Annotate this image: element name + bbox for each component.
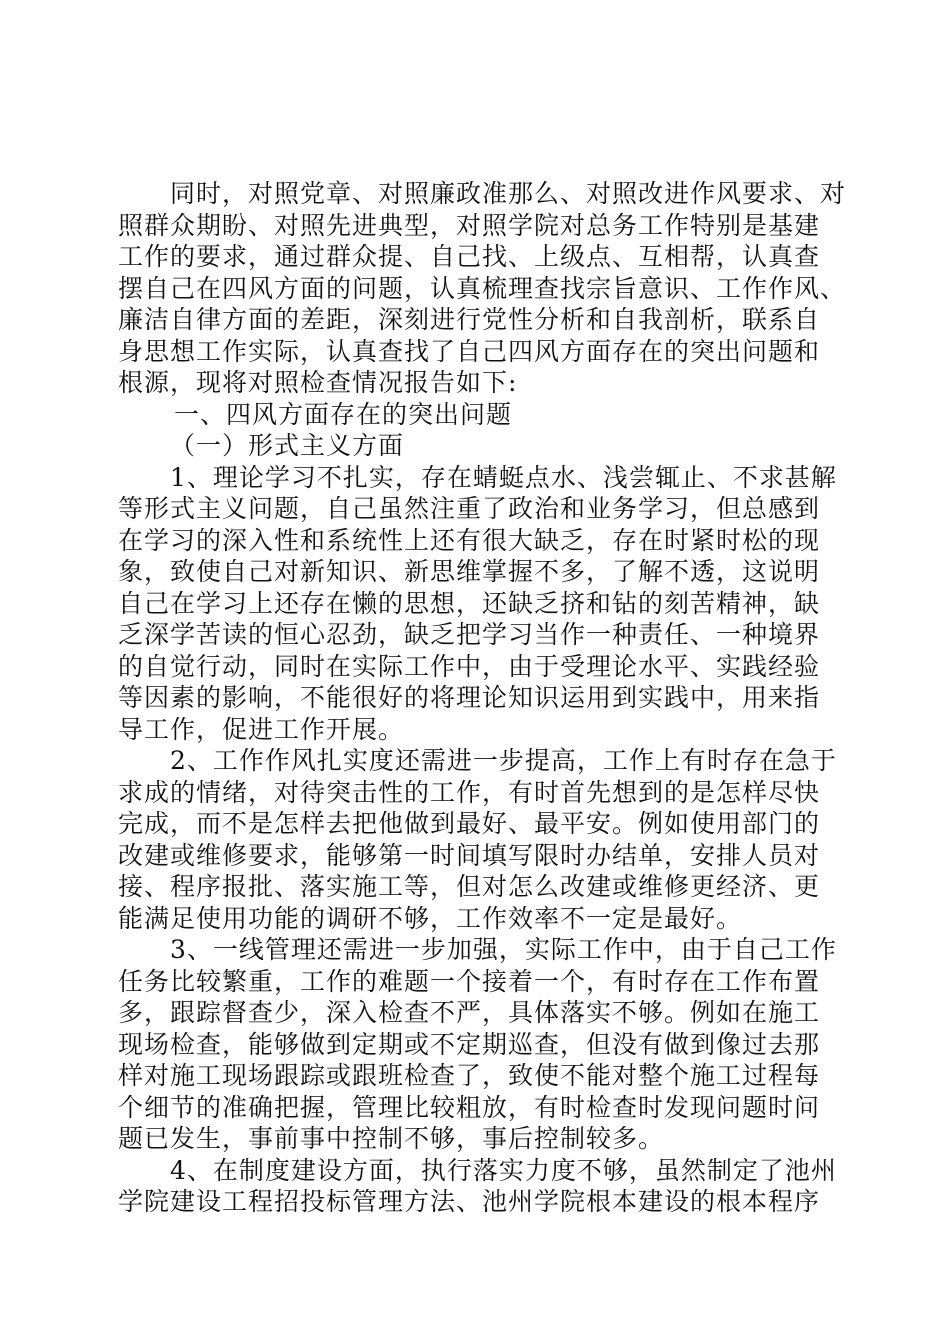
text-line: 改建或维修要求，能够第一时间填写限时办结单，安排人员对 bbox=[118, 840, 821, 870]
text-line: 在学习的深入性和系统性上还有很大缺乏，存在时紧时松的现 bbox=[118, 525, 821, 555]
text-line: 的自觉行动，同时在实际工作中，由于受理论水平、实践经验 bbox=[118, 651, 821, 681]
text-line: 学院建设工程招投标管理方法、池州学院根本建设的根本程序 bbox=[118, 1187, 821, 1216]
text-line: 同时，对照党章、对照廉政准那么、对照改进作风要求、对 bbox=[170, 179, 847, 208]
text-line: 根源，现将对照检查情况报告如下: bbox=[118, 368, 518, 397]
document-body bbox=[118, 178, 847, 1218]
text-line: 导工作，促进工作开展。 bbox=[118, 714, 405, 744]
text-line: 现场检查，能够做到定期或不定期巡查，但没有做到像过去那 bbox=[118, 1029, 821, 1059]
text-line: 能满足使用功能的调研不够，工作效率不一定是最好。 bbox=[118, 903, 743, 933]
text-line: 自己在学习上还存在懒的思想，还缺乏挤和钻的刻苦精神，缺 bbox=[118, 588, 821, 618]
text-line: 乏深学苦读的恒心忍劲，缺乏把学习当作一种责任、一种境界 bbox=[118, 620, 821, 649]
text-line: （一）形式主义方面 bbox=[170, 431, 405, 460]
text-line: 摆自己在四风方面的问题，认真梳理查找宗旨意识、工作作风、 bbox=[118, 273, 847, 303]
text-line: 完成，而不是怎样去把他做到最好、最平安。例如使用部门的 bbox=[118, 809, 821, 838]
text-line: 等形式主义问题，自己虽然注重了政治和业务学习，但总感到 bbox=[118, 494, 821, 523]
text-line: 4、在制度建设方面，执行落实力度不够，虽然制定了池州 bbox=[170, 1155, 837, 1185]
text-line: 2、工作作风扎实度还需进一步提高，工作上有时存在急于 bbox=[170, 746, 837, 775]
text-line: 接、程序报批、落实施工等，但对怎么改建或维修更经济、更 bbox=[118, 872, 821, 901]
text-line: 一、四风方面存在的突出问题 bbox=[174, 399, 513, 429]
text-line: 个细节的准确把握，管理比较粗放，有时检查时发现问题时问 bbox=[118, 1092, 821, 1122]
text-line: 求成的情绪，对待突击性的工作，有时首先想到的是怎样尽快 bbox=[118, 777, 821, 807]
text-line: 1、理论学习不扎实，存在蜻蜓点水、浅尝辄止、不求甚解 bbox=[170, 462, 837, 492]
text-line: 照群众期盼、对照先进典型，对照学院对总务工作特别是基建 bbox=[118, 210, 821, 240]
text-line: 3、一线管理还需进一步加强，实际工作中，由于自己工作 bbox=[170, 935, 837, 964]
text-line: 等因素的影响，不能很好的将理论知识运用到实践中，用来指 bbox=[118, 683, 821, 712]
text-line: 廉洁自律方面的差距，深刻进行党性分析和自我剖析，联系自 bbox=[118, 305, 821, 334]
text-line: 象，致使自己对新知识、新思维掌握不多，了解不透，这说明 bbox=[118, 557, 821, 586]
text-line: 身思想工作实际，认真查找了自己四风方面存在的突出问题和 bbox=[118, 336, 821, 366]
text-line: 题已发生，事前事中控制不够，事后控制较多。 bbox=[118, 1124, 665, 1153]
text-line: 样对施工现场跟踪或跟班检查了，致使不能对整个施工过程每 bbox=[118, 1061, 821, 1090]
text-line: 多，跟踪督查少，深入检查不严，具体落实不够。例如在施工 bbox=[118, 998, 821, 1027]
text-line: 工作的要求，通过群众提、自己找、上级点、互相帮，认真查 bbox=[118, 242, 821, 271]
text-line: 任务比较繁重，工作的难题一个接着一个，有时存在工作布置 bbox=[118, 966, 821, 996]
